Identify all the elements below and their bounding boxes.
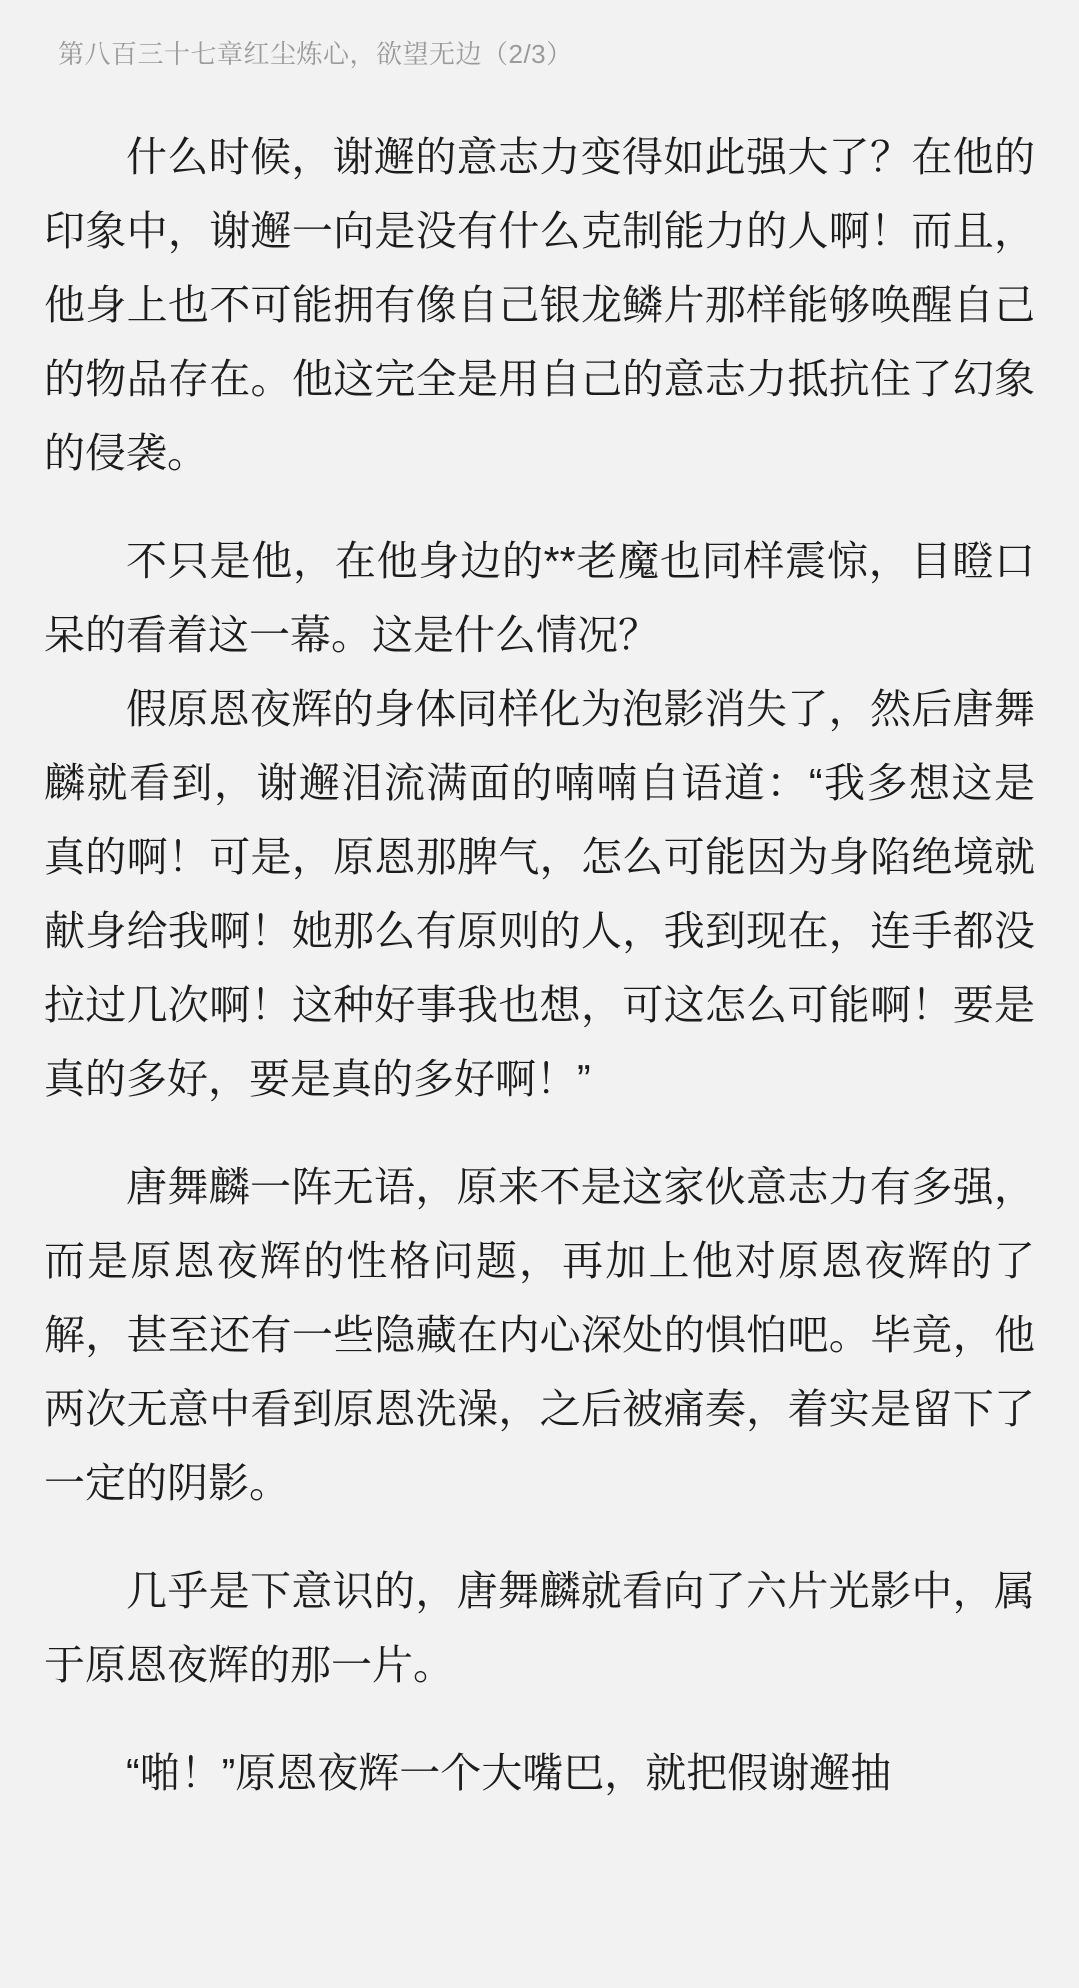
paragraph: “啪！”原恩夜辉一个大嘴巴，就把假谢邂抽	[126, 1750, 892, 1796]
paragraph: 几乎是下意识的，唐舞麟就看向了六片光影中，属于原恩夜辉的那一片。	[44, 1568, 1035, 1688]
paragraph: 不只是他，在他身边的**老魔也同样震惊，目瞪口呆的看着这一幕。这是什么情况？	[44, 538, 1035, 658]
paragraph: 什么时候，谢邂的意志力变得如此强大了？在他的印象中，谢邂一向是没有什么克制能力的人啊！而且，他身上也不可能拥有像自己银龙鳞片那样能够唤醒自己的物品存在。他这完全是用自己的意志力抵抗住了幻象的侵袭。	[44, 134, 1035, 476]
chapter-content	[44, 104, 1035, 1988]
paragraph: 假原恩夜辉的身体同样化为泡影消失了，然后唐舞麟就看到，谢邂泪流满面的喃喃自语道：“我多想这是真的啊！可是，原恩那脾气，怎么可能因为身陷绝境就献身给我啊！她那么有原则的人，我到现在，连手都没拉过几次啊！这种好事我也想，可这怎么可能啊！要是真的多好，要是真的多好啊！”	[44, 686, 1035, 1102]
chapter-title: 第八百三十七章红尘炼心，欲望无边（2/3）	[58, 38, 573, 69]
paragraph: 唐舞麟一阵无语，原来不是这家伙意志力有多强，而是原恩夜辉的性格问题，再加上他对原恩夜辉的了解，甚至还有一些隐藏在内心深处的惧怕吧。毕竟，他两次无意中看到原恩洗澡，之后被痛奏，着实是留下了一定的阴影。	[44, 1164, 1035, 1506]
